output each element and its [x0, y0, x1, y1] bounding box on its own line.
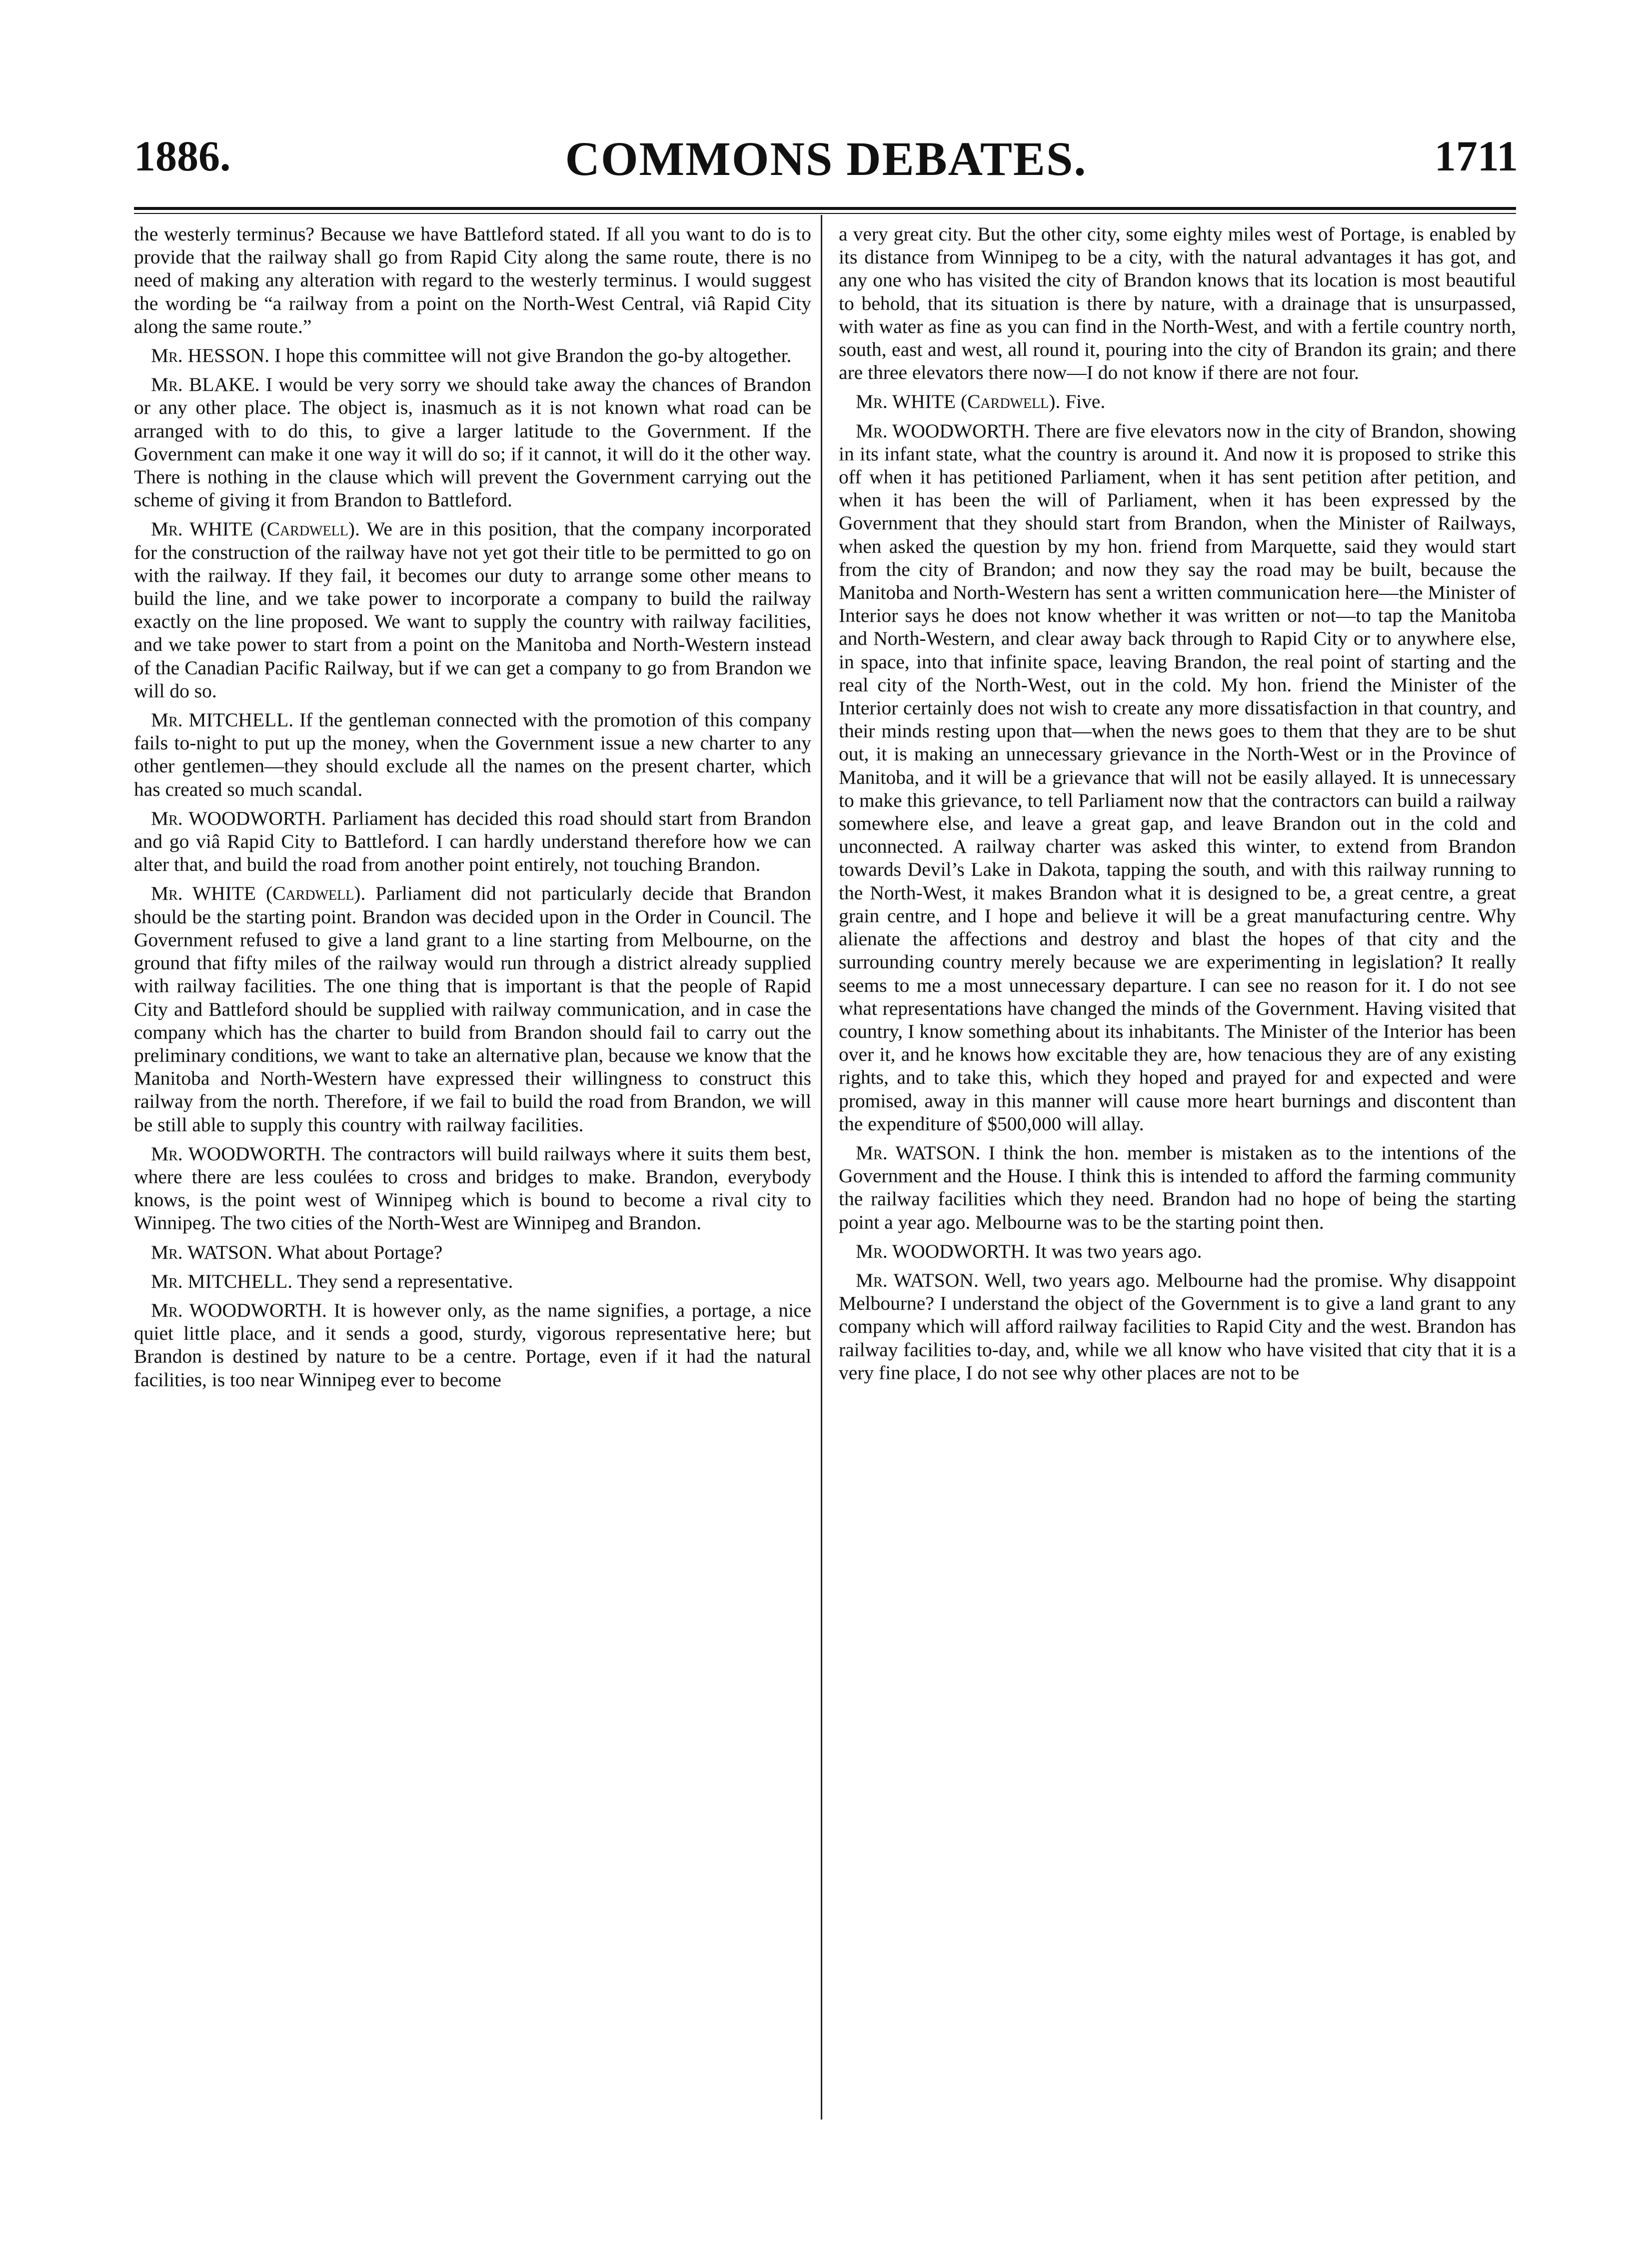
speech-text: I would be very sorry we should take away the chances of Brandon or any other place. The object is, inasmuch as it is not known what road can be arranged with to do this, to give a larger latitude to the Government. If the Government can make it one way it will do so; if it cannot, it will do it the other way. There is nothing in the clause which will prevent the Government carrying out the scheme of giving it from Brandon to Battleford. [134, 373, 811, 511]
speech-text: Parliament did not particularly decide that Brandon should be the starting point. Brandon was decided upon in the Order in Council. The Government refused to give a land grant to a line starting from Melbourne, on the ground that fifty miles of the railway would run through a district already supplied with railway facilities. The one thing that is important is that the people of Rapid City and Battleford should be supplied with railway communication, and in case the company which has the charter to build from Brandon should fail to carry out the preliminary conditions, we want to take an alternative plan, because we know that the Manitoba and North-Western have expressed their willingness to construct this railway from the north. Therefore, if we fail to build the road from Brandon, we will be still able to supply this country with railway facilities. [134, 882, 811, 1136]
speech-paragraph [134, 1270, 811, 1293]
speaker-name: Mr. WOODWORTH. [856, 419, 1030, 442]
speech-text: It is however only, as the name signifies, a portage, a nice quiet little place, and it sends a good, sturdy, vigorous representative here; but Brandon is destined by nature to be a centre. Portage, even if it had the natural facilities, is too near Winnipeg ever to become [134, 1299, 811, 1391]
page-number: 1711 [1434, 132, 1518, 180]
speech-paragraph [134, 1241, 811, 1264]
speaker-name: Mr. BLAKE. [151, 373, 260, 396]
speaker-name: Mr. HESSON. [151, 344, 270, 367]
speech-text: It was two years ago. [1030, 1240, 1202, 1262]
speech-text: the westerly terminus? Because we have Battleford stated. If all you want to do is to provide that the railway shall go from Rapid City along the same route, there is no need of making any alteration with regard to the westerly terminus. I would suggest the wording be “a railway from a point on the North-West Central, viâ Rapid City along the same route.” [134, 223, 811, 337]
speech-paragraph [134, 1142, 811, 1235]
speaker-name: Mr. WOODWORTH. [151, 807, 326, 829]
speaker-name: Mr. MITCHELL. [151, 1270, 293, 1292]
speech-paragraph [134, 517, 811, 702]
speech-paragraph [134, 807, 811, 876]
speech-paragraph [134, 373, 811, 511]
speech-paragraph [134, 708, 811, 801]
speech-text: a very great city. But the other city, some eighty miles west of Portage, is enabled by its distance from Winnipeg to be a city, with the natural advantages it has got, and any one who has visited the city of Brandon knows that its location is most beautiful to behold, that its situation is there by nature, with a drainage that is unsurpassed, with water as fine as you can find in the North-West, and with a fertile country north, south, east and west, all round it, pouring into the city of Brandon its grain; and there are three elevators there now—I do not know if there are not four. [839, 223, 1516, 384]
speech-paragraph [839, 222, 1516, 384]
speech-text: The contractors will build railways where it suits them best, where there are less coulées to cross and bridges to make. Brandon, everybody knows, is the point west of Winnipeg which is bound to become a rival city to Winnipeg. The two cities of the North-West are Winnipeg and Brandon. [134, 1142, 811, 1234]
speaker-name: Mr. WHITE (Cardwell). [151, 882, 366, 905]
speech-paragraph [134, 344, 811, 367]
running-header [0, 131, 1652, 201]
publication-title: COMMONS DEBATES. [565, 132, 1087, 185]
speaker-name: Mr. WHITE (Cardwell). [856, 390, 1061, 413]
speaker-name: Mr. WOODWORTH. [151, 1142, 326, 1165]
right-column [839, 222, 1516, 2127]
speech-text: If the gentleman connected with the promotion of this company fails to-night to put up the money, when the Government issue a new charter to any other gentlemen—they should exclude all the names on the present charter, which has created so much scandal. [134, 709, 811, 800]
speech-text: I think the hon. member is mistaken as to the intentions of the Government and the House. I think this is intended to afford the farming community the railway facilities which they need. Brandon had no hope of being the starting point a year ago. Melbourne was to be the starting point then. [839, 1141, 1516, 1233]
speech-paragraph [839, 1240, 1516, 1263]
speech-paragraph [839, 390, 1516, 413]
speaker-name: Mr. WATSON. [856, 1269, 979, 1291]
speaker-name: Mr. WOODWORTH. [856, 1240, 1030, 1262]
header-rule-thin [134, 213, 1516, 214]
speech-paragraph [134, 1299, 811, 1391]
speech-paragraph [839, 1141, 1516, 1234]
speech-text: I hope this committee will not give Brandon the go-by altogether. [269, 344, 792, 367]
speech-text: They send a representative. [292, 1270, 513, 1292]
speech-text: There are five elevators now in the city of Brandon, showing in its infant state, what the country is around it. And now it is proposed to strike this off when it has petitioned Parliament, when it has sent petition after petition, and when it has been the will of Parliament, when it has been expressed by the Government that they should start from Brandon, when the Minister of Railways, when asked the question by my hon. friend from Marquette, said they would start from the city of Brandon; and now they say the road may be built, because the Manitoba and North-Western has sent a written communication here—the Minister of Interior says he does not know whether it was written or not—to tap the Manitoba and North-Western, and clear away back through to Rapid City or to anywhere else, in space, into that infinite space, leaving Brandon, the real point of starting and the real city of the North-West, out in the cold. My hon. friend the Minister of the Interior certainly does not wish to create any more dissatisfaction in that country, and their minds resting upon that—when the news goes to them that they are to be shut out, it is making an unnecessary grievance in the North-West or in the Province of Manitoba, and it will be a grievance that will not be easily allayed. It is unnecessary to make this grievance, to tell Parliament now that the contractors can build a railway somewhere else, and leave a great gap, and leave Brandon out in the cold and unconnected. A railway charter was asked this winter, to extend from Brandon towards Devil’s Lake in Dakota, tapping the south, and with this railway running to the North-West, it makes Brandon what it is designed to be, a great centre, a great grain centre, and I hope and believe it will be a great manufacturing centre. Why alienate the affections and destroy and blast the hopes of that city and the surrounding country merely because we are experimenting in legislation? It really seems to me a most unnecessary departure. I can see no reason for it. I do not see what representations have changed the minds of the Government. Having visited that country, I know something about its inhabitants. The Minister of the Interior has been over it, and he knows how excitable they are, how tenacious they are of any existing rights, and to take this, which they hoped and prayed for and expected and were promised, away in this manner will cause more heart burnings and discontent than the expenditure of $500,000 will allay. [839, 419, 1516, 1135]
speech-text: Parliament has decided this road should start from Brandon and go viâ Rapid City to Battleford. I can hardly understand therefore how we can alter that, and build the road from another point entirely, not touching Brandon. [134, 807, 811, 876]
speaker-name: Mr. WATSON. [151, 1241, 272, 1263]
speaker-name: Mr. WATSON. [856, 1141, 981, 1164]
speech-paragraph [134, 882, 811, 1136]
speech-paragraph [839, 1269, 1516, 1384]
left-column [134, 222, 811, 2127]
header-rule [134, 207, 1516, 210]
speech-text: Five. [1060, 390, 1106, 413]
header-year: 1886. [134, 132, 231, 180]
speech-text: Well, two years ago. Melbourne had the promise. Why disappoint Melbourne? I understand the object of the Government is to give a land grant to any company which will afford railway facilities to Rapid City and the west. Brandon has railway facilities to-day, and, while we all know who have visited that city that it is a very fine place, I do not see why other places are not to be [839, 1269, 1516, 1384]
speaker-name: Mr. WOODWORTH. [151, 1299, 327, 1321]
speech-paragraph [134, 222, 811, 338]
speaker-name: Mr. MITCHELL. [151, 709, 294, 731]
speech-text: What about Portage? [272, 1241, 443, 1263]
speech-text: We are in this position, that the company incorporated for the construction of the railway have not yet got their title to be permitted to go on with the railway. If they fail, it becomes our duty to arrange some other means to build the line, and we take power to incorporate a company to build the railway exactly on the line proposed. We want to supply the country with railway facilities, and we take power to start from a point on the Manitoba and North-Western instead of the Canadian Pacific Railway, but if we can get a company to go from Brandon we will do so. [134, 518, 811, 702]
speech-paragraph [839, 419, 1516, 1135]
speaker-name: Mr. WHITE (Cardwell). [151, 518, 360, 540]
column-divider [821, 215, 822, 2120]
